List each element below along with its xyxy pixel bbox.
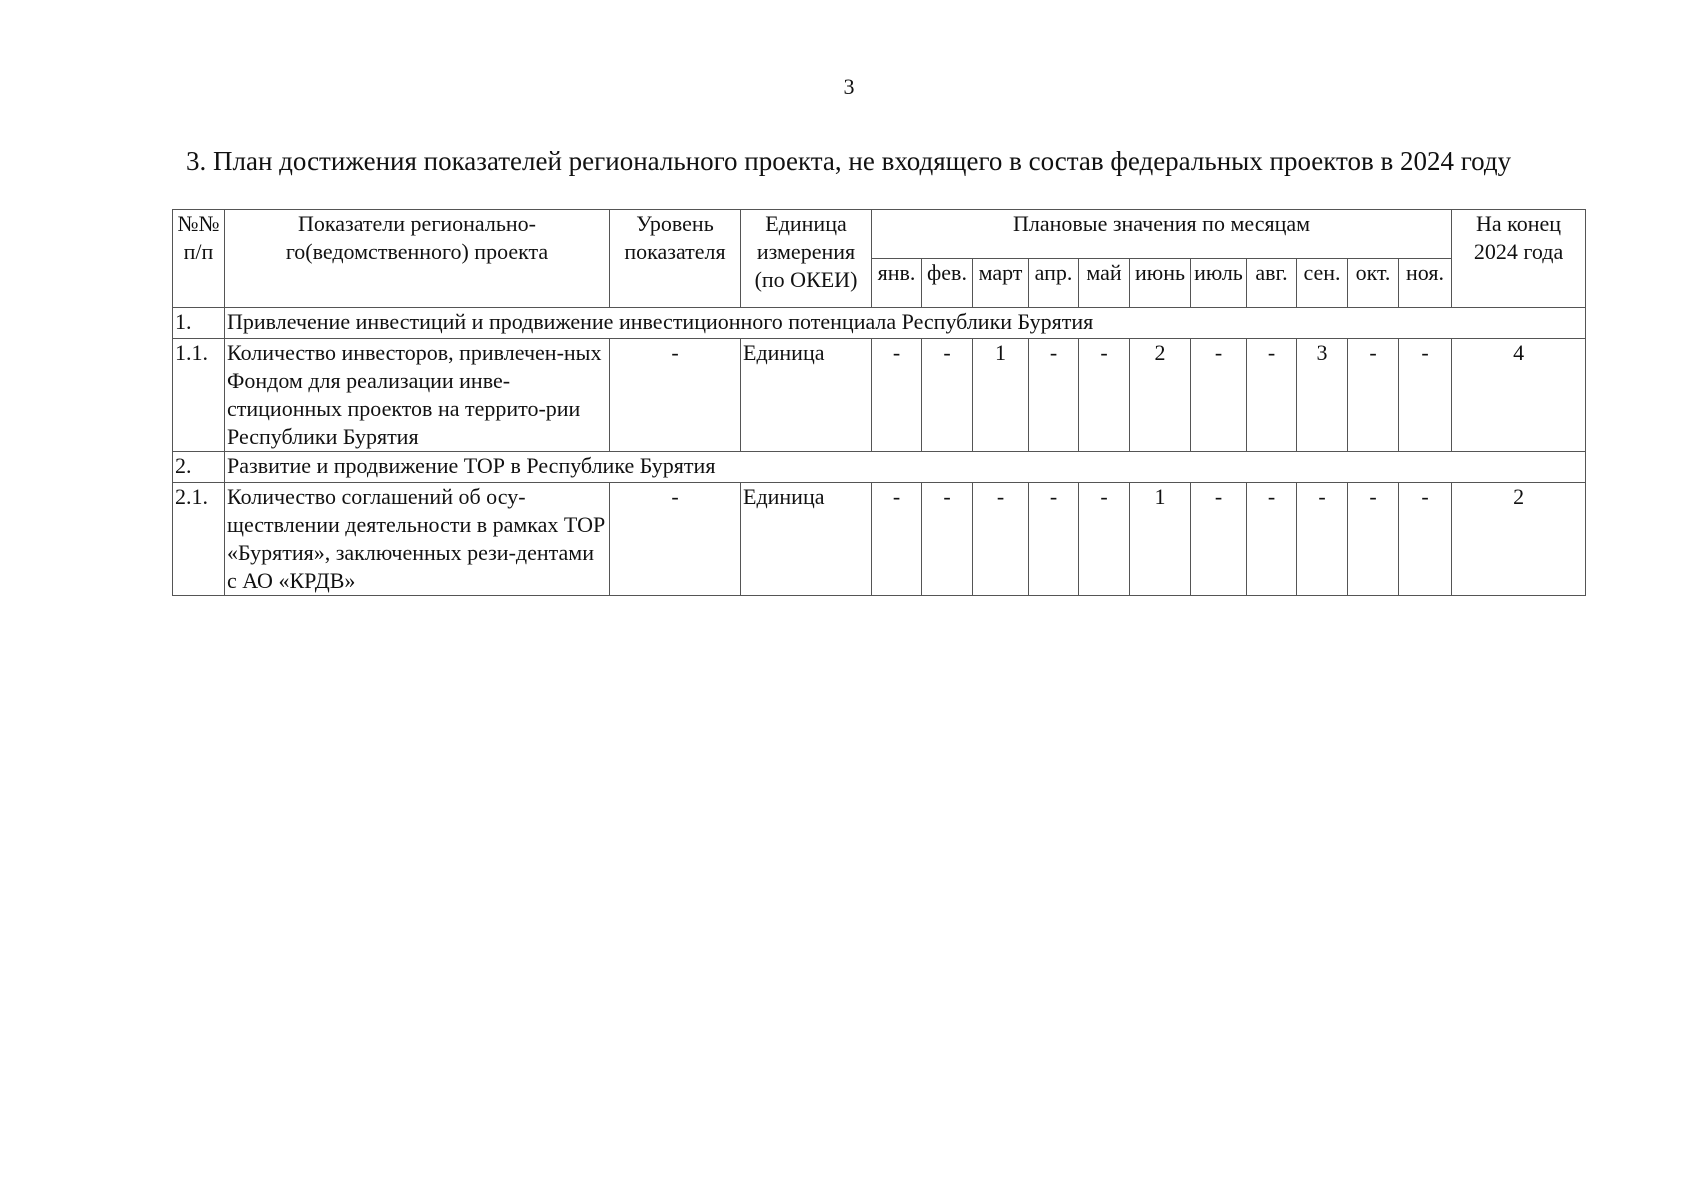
row-month-value: - xyxy=(1029,483,1079,596)
section-num: 1. xyxy=(173,308,225,339)
row-month-value: - xyxy=(1297,483,1348,596)
row-year-end: 4 xyxy=(1452,339,1586,452)
row-month-value: - xyxy=(922,339,973,452)
row-year-end: 2 xyxy=(1452,483,1586,596)
row-month-value: - xyxy=(1247,339,1297,452)
header-month: окт. xyxy=(1348,259,1399,308)
section-title-cell: Развитие и продвижение ТОР в Республике Бурятия xyxy=(225,452,1586,483)
row-month-value: 3 xyxy=(1297,339,1348,452)
header-month: март xyxy=(973,259,1029,308)
row-indicator-name: Количество инвесторов, привлечен-ных Фондом для реализации инве-стиционных проектов на террито-рии Республики Бурятия xyxy=(225,339,610,452)
row-month-value: - xyxy=(973,483,1029,596)
row-month-value: - xyxy=(1399,339,1452,452)
header-unit: Единица измерения (по ОКЕИ) xyxy=(741,210,872,308)
header-month: янв. xyxy=(872,259,922,308)
row-month-value: - xyxy=(922,483,973,596)
section-title-cell: Привлечение инвестиций и продвижение инвестиционного потенциала Республики Бурятия xyxy=(225,308,1586,339)
table-header-row xyxy=(173,210,1586,259)
row-unit: Единица xyxy=(741,339,872,452)
row-month-value: - xyxy=(872,339,922,452)
section-row xyxy=(173,452,1586,483)
header-month: ноя. xyxy=(1399,259,1452,308)
row-num: 2.1. xyxy=(173,483,225,596)
header-indicator: Показатели регионально-го(ведомственного) проекта xyxy=(225,210,610,308)
row-month-value: 1 xyxy=(1130,483,1191,596)
indicator-plan-table xyxy=(172,209,1586,596)
page-number: 3 xyxy=(843,74,855,99)
header-month: фев. xyxy=(922,259,973,308)
header-month: сен. xyxy=(1297,259,1348,308)
row-unit: Единица xyxy=(741,483,872,596)
row-month-value: - xyxy=(1079,339,1130,452)
row-month-value: - xyxy=(1399,483,1452,596)
header-num: №№ п/п xyxy=(173,210,225,308)
row-month-value: - xyxy=(1191,483,1247,596)
section-num: 2. xyxy=(173,452,225,483)
section-row xyxy=(173,308,1586,339)
row-month-value: - xyxy=(1029,339,1079,452)
header-year-end: На конец 2024 года xyxy=(1452,210,1586,308)
row-month-value: - xyxy=(1247,483,1297,596)
header-month: апр. xyxy=(1029,259,1079,308)
row-num: 1.1. xyxy=(173,339,225,452)
header-month: июнь xyxy=(1130,259,1191,308)
header-month: авг. xyxy=(1247,259,1297,308)
row-month-value: - xyxy=(872,483,922,596)
row-level: - xyxy=(610,483,741,596)
header-plan-months: Плановые значения по месяцам xyxy=(872,210,1452,259)
table-row xyxy=(173,339,1586,452)
row-month-value: - xyxy=(1348,483,1399,596)
row-level: - xyxy=(610,339,741,452)
row-month-value: 1 xyxy=(973,339,1029,452)
header-month: май xyxy=(1079,259,1130,308)
header-month: июль xyxy=(1191,259,1247,308)
row-month-value: - xyxy=(1348,339,1399,452)
section-title: 3. План достижения показателей регионального проекта, не входящего в состав федеральных проектов в 2024 году xyxy=(186,146,1512,176)
row-month-value: - xyxy=(1191,339,1247,452)
header-level: Уровень показателя xyxy=(610,210,741,308)
row-indicator-name: Количество соглашений об осу-ществлении деятельности в рамках ТОР «Бурятия», заключенных рези-дентами с АО «КРДВ» xyxy=(225,483,610,596)
row-month-value: - xyxy=(1079,483,1130,596)
table-row xyxy=(173,483,1586,596)
row-month-value: 2 xyxy=(1130,339,1191,452)
